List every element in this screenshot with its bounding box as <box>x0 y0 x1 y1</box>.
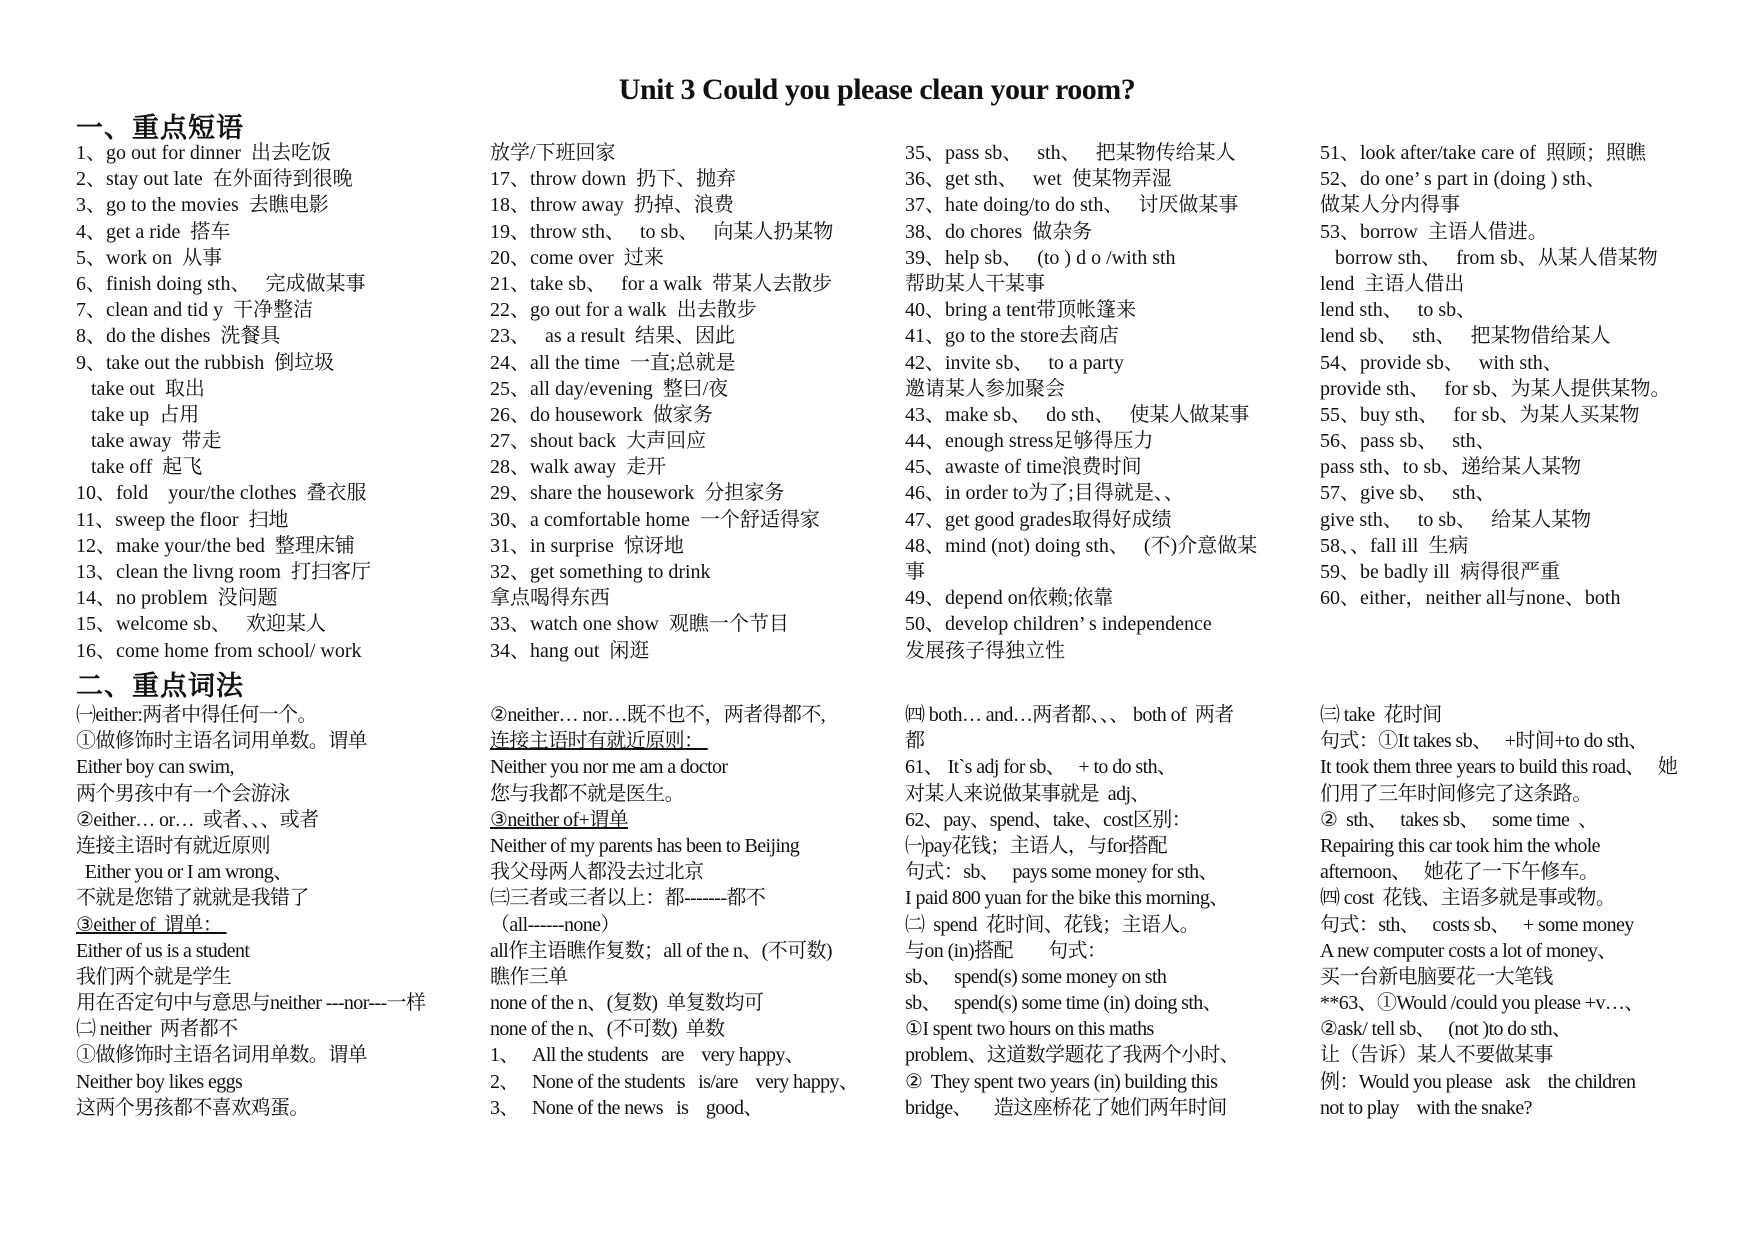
phrase-line: 45、awaste of time浪费时间 <box>905 456 1142 479</box>
grammar-line: 用在否定句中与意思与neither ---nor---一样 <box>76 992 426 1015</box>
phrase-line: 31、in surprise 惊讶地 <box>490 534 684 557</box>
section-heading-grammar: 二、重点词法 <box>76 671 244 702</box>
phrase-line: 1、go out for dinner 出去吃饭 <box>76 142 331 164</box>
grammar-line: ㈡ neither 两者都不 <box>76 1018 238 1041</box>
phrase-line: 47、get good grades取得好成绩 <box>905 508 1172 531</box>
grammar-line: Neither boy likes eggs <box>76 1070 243 1093</box>
grammar-line: ②ask/ tell sb、 (not )to do sth、 <box>1320 1018 1572 1041</box>
grammar-line: 连接主语时有就近原则： <box>490 730 708 753</box>
phrases-column-3 <box>905 140 1305 664</box>
phrase-line: 18、throw away 扔掉、浪费 <box>490 194 734 217</box>
phrase-line: 26、do housework 做家务 <box>490 403 713 426</box>
phrase-line: 帮助某人干某事 <box>905 272 1045 295</box>
phrase-line: 17、throw down 扔下、抛弃 <box>490 168 737 191</box>
phrase-line: 拿点喝得东西 <box>490 587 610 610</box>
phrase-line: 56、pass sb、 sth、 <box>1320 430 1496 453</box>
phrase-line: give sth、 to sb、 给某人某物 <box>1320 508 1592 531</box>
grammar-line: ㈠pay花钱；主语人，与for搭配 <box>905 834 1167 857</box>
phrase-line: 57、give sb、 sth、 <box>1320 482 1496 505</box>
grammar-line: 对某人来说做某事就是 adj、 <box>905 782 1150 805</box>
grammar-line: 我父母两人都没去过北京 <box>490 861 704 884</box>
phrase-line: borrow sth、 from sb、从某人借某物 <box>1320 246 1658 269</box>
grammar-line: ㈣ cost 花钱、主语多就是事或物。 <box>1320 887 1616 910</box>
phrase-line: 5、work on 从事 <box>76 246 223 269</box>
phrase-line: 42、invite sb、 to a party <box>905 351 1124 374</box>
phrase-line: 20、come over 过来 <box>490 246 664 269</box>
grammar-line: ③either of 谓单： <box>76 913 227 936</box>
grammar-line: 句式：sth、 costs sb、 + some money <box>1320 913 1634 936</box>
grammar-line: ②either… or… 或者、、、或者 <box>76 808 319 831</box>
grammar-line: 两个男孩中有一个会游泳 <box>76 782 290 805</box>
phrase-line: 8、do the dishes 洗餐具 <box>76 325 281 348</box>
grammar-column-4 <box>1320 702 1720 1121</box>
grammar-line: 3、 None of the news is good、 <box>490 1096 763 1119</box>
phrase-line: 4、get a ride 搭车 <box>76 220 231 243</box>
phrase-line: 50、develop children’ s independence <box>905 613 1212 636</box>
grammar-line: ② They spent two years (in) building this <box>905 1070 1218 1093</box>
phrase-line: 36、get sth、 wet 使某物弄湿 <box>905 168 1172 191</box>
grammar-line: 让（告诉）某人不要做某事 <box>1320 1044 1553 1067</box>
grammar-line: Either you or I am wrong、 <box>76 861 293 884</box>
grammar-column-1 <box>76 702 476 1121</box>
phrases-column-2 <box>490 140 890 664</box>
grammar-line: It took them three years to build this road、 她 <box>1320 756 1678 779</box>
phrase-line: 事 <box>905 561 925 583</box>
phrase-line: 3、go to the movies 去瞧电影 <box>76 194 329 217</box>
phrase-line: pass sth、to sb、递给某人某物 <box>1320 456 1582 479</box>
phrase-line: 58、、fall ill 生病 <box>1320 534 1469 557</box>
grammar-line: 这两个男孩都不喜欢鸡蛋。 <box>76 1096 309 1119</box>
phrase-line: 34、hang out 闲逛 <box>490 639 650 662</box>
phrase-line: 放学/下班回家 <box>490 142 616 164</box>
phrase-line: 9、take out the rubbish 倒垃圾 <box>76 351 335 374</box>
phrase-line: 6、finish doing sth、 完成做某事 <box>76 272 366 295</box>
section-heading-phrases: 一、重点短语 <box>76 113 244 144</box>
phrases-column-1 <box>76 140 476 664</box>
phrase-line: 22、go out for a walk 出去散步 <box>490 299 757 322</box>
grammar-line: ①做修饰时主语名词用单数。谓单 <box>76 730 367 753</box>
grammar-line: 瞧作三单 <box>490 965 568 988</box>
phrase-line: 28、walk away 走开 <box>490 456 667 479</box>
phrase-line: 30、a comfortable home 一个舒适得家 <box>490 508 820 531</box>
grammar-line: bridge、 造这座桥花了她们两年时间 <box>905 1096 1227 1119</box>
grammar-line: problem、这道数学题花了我两个小时、 <box>905 1044 1240 1067</box>
phrase-line: take out 取出 <box>76 377 205 400</box>
grammar-line: ㈡ spend 花时间、花钱；主语人。 <box>905 913 1200 936</box>
grammar-line: ㈢三者或三者以上：都-------都不 <box>490 887 766 910</box>
grammar-line: Neither you nor me am a doctor <box>490 756 728 779</box>
grammar-line: all作主语瞧作复数；all of the n、(不可数) <box>490 939 832 962</box>
grammar-line: ㈣ both… and…两者都、、、 both of 两者 <box>905 704 1234 726</box>
phrase-line: 13、clean the livng room 打扫客厅 <box>76 561 371 583</box>
grammar-column-2 <box>490 702 890 1121</box>
grammar-line: 连接主语时有就近原则 <box>76 834 270 857</box>
phrase-line: 15、welcome sb、 欢迎某人 <box>76 613 326 636</box>
phrase-line: lend sb、 sth、 把某物借给某人 <box>1320 325 1611 348</box>
phrase-line: 做某人分内得事 <box>1320 194 1460 217</box>
grammar-line: ② sth、 takes sb、 some time 、 <box>1320 808 1598 831</box>
phrase-line: 35、pass sb、 sth、 把某物传给某人 <box>905 142 1236 164</box>
phrase-line: 46、in order to为了;目得就是、、 <box>905 482 1184 505</box>
phrase-line: 16、come home from school/ work <box>76 639 362 662</box>
phrase-line: 33、watch one show 观瞧一个节目 <box>490 613 789 636</box>
phrase-line: 52、do one’ s part in (doing ) sth、 <box>1320 168 1606 191</box>
grammar-line: ①做修饰时主语名词用单数。谓单 <box>76 1044 367 1067</box>
phrase-line: 2、stay out late 在外面待到很晚 <box>76 168 353 191</box>
phrase-line: 24、all the time 一直;总就是 <box>490 351 736 374</box>
grammar-line: 买一台新电脑要花一大笔钱 <box>1320 965 1553 988</box>
phrase-line: 59、be badly ill 病得很严重 <box>1320 561 1560 583</box>
phrase-line: 29、share the housework 分担家务 <box>490 482 785 505</box>
phrase-line: 27、shout back 大声回应 <box>490 430 707 453</box>
phrase-line: 51、look after/take care of 照顾；照瞧 <box>1320 142 1647 164</box>
phrase-line: lend 主语人借出 <box>1320 272 1465 295</box>
grammar-line: 与on (in)搭配 句式： <box>905 939 1107 962</box>
grammar-line: Repairing this car took him the whole <box>1320 834 1600 857</box>
phrase-line: 邀请某人参加聚会 <box>905 377 1065 400</box>
phrase-line: take off 起飞 <box>76 456 203 479</box>
grammar-line: Either of us is a student <box>76 939 250 962</box>
phrase-line: 32、get something to drink <box>490 561 711 583</box>
grammar-line: I paid 800 yuan for the bike this morning、 <box>905 887 1229 910</box>
phrase-line: 12、make your/the bed 整理床铺 <box>76 534 355 557</box>
grammar-column-3 <box>905 702 1305 1121</box>
grammar-line: **63、①Would /could you please +v…、 <box>1320 992 1644 1015</box>
grammar-line: ①I spent two hours on this maths <box>905 1018 1154 1041</box>
phrase-line: 7、clean and tid y 干净整洁 <box>76 299 314 322</box>
phrase-line: take away 带走 <box>76 430 222 453</box>
phrase-line: 37、hate doing/to do sth、 讨厌做某事 <box>905 194 1239 217</box>
phrase-line: 14、no problem 没问题 <box>76 587 278 610</box>
grammar-line: A new computer costs a lot of money、 <box>1320 939 1617 962</box>
grammar-line: 句式：sb、 pays some money for sth、 <box>905 861 1223 884</box>
grammar-line: none of the n、(复数) 单复数均可 <box>490 992 764 1015</box>
phrase-line: 60、either，neither all与none、both <box>1320 587 1621 610</box>
grammar-line: （all------none） <box>490 913 620 936</box>
grammar-line: 句式：①It takes sb、 +时间+to do sth、 <box>1320 730 1648 753</box>
phrase-line: 23、 as a result 结果、因此 <box>490 325 735 348</box>
page-title: Unit 3 Could you please clean your room? <box>618 73 1136 106</box>
phrase-line: 41、go to the store去商店 <box>905 325 1119 348</box>
grammar-line: 都 <box>905 730 925 753</box>
grammar-line: not to play with the snake? <box>1320 1096 1532 1119</box>
phrase-line: 19、throw sth、 to sb、 向某人扔某物 <box>490 220 834 243</box>
grammar-line: ㈢ take 花时间 <box>1320 704 1442 726</box>
phrase-line: 40、bring a tent带顶帐篷来 <box>905 299 1137 322</box>
grammar-line: sb、 spend(s) some time (in) doing sth、 <box>905 992 1223 1015</box>
grammar-line: ③neither of+谓单 <box>490 808 628 831</box>
grammar-line: 61、 It`s adj for sb、 + to do sth、 <box>905 756 1177 779</box>
grammar-line: 例：Would you please ask the children <box>1320 1070 1636 1093</box>
phrase-line: 发展孩子得独立性 <box>905 639 1065 662</box>
grammar-line: Either boy can swim, <box>76 756 234 779</box>
phrase-line: 10、fold your/the clothes 叠衣服 <box>76 482 367 505</box>
phrase-line: 39、help sb、 (to ) d o /with sth <box>905 246 1176 269</box>
grammar-line: Neither of my parents has been to Beijing <box>490 834 800 857</box>
grammar-line: ②neither… nor…既不也不，两者得都不, <box>490 704 826 726</box>
grammar-line: sb、 spend(s) some money on sth <box>905 965 1167 988</box>
phrase-line: 25、all day/evening 整曰/夜 <box>490 377 729 400</box>
grammar-line: 1、 All the students are very happy、 <box>490 1044 805 1067</box>
phrase-line: 11、sweep the floor 扫地 <box>76 508 289 531</box>
phrase-line: lend sth、 to sb、 <box>1320 299 1477 322</box>
phrase-line: 55、buy sth、 for sb、为某人买某物 <box>1320 403 1640 426</box>
grammar-line: 不就是您错了就就是我错了 <box>76 887 309 910</box>
phrase-line: 53、borrow 主语人借进。 <box>1320 220 1548 243</box>
grammar-line: 62、pay、spend、take、cost区别： <box>905 808 1192 831</box>
phrases-column-4 <box>1320 140 1720 611</box>
grammar-line: 我们两个就是学生 <box>76 965 232 988</box>
phrase-line: 43、make sb、 do sth、 使某人做某事 <box>905 403 1250 426</box>
grammar-line: 们用了三年时间修完了这条路。 <box>1320 782 1592 805</box>
phrase-line: provide sth、 for sb、为某人提供某物。 <box>1320 377 1671 400</box>
phrase-line: 48、mind (not) doing sth、 (不)介意做某 <box>905 534 1258 557</box>
grammar-line: 2、 None of the students is/are very happy、 <box>490 1070 859 1093</box>
phrase-line: 49、depend on依赖;依靠 <box>905 587 1114 610</box>
phrase-line: take up 占用 <box>76 403 200 426</box>
grammar-line: none of the n、(不可数) 单数 <box>490 1018 725 1041</box>
phrase-line: 21、take sb、 for a walk 带某人去散步 <box>490 272 833 295</box>
grammar-line: afternoon、 她花了一下午修车。 <box>1320 861 1599 884</box>
phrase-line: 38、do chores 做杂务 <box>905 220 1093 243</box>
grammar-line: ㈠either:两者中得任何一个。 <box>76 704 317 726</box>
phrase-line: 54、provide sb、 with sth、 <box>1320 351 1563 374</box>
phrase-line: 44、enough stress足够得压力 <box>905 430 1154 453</box>
grammar-line: 您与我都不就是医生。 <box>490 782 684 805</box>
